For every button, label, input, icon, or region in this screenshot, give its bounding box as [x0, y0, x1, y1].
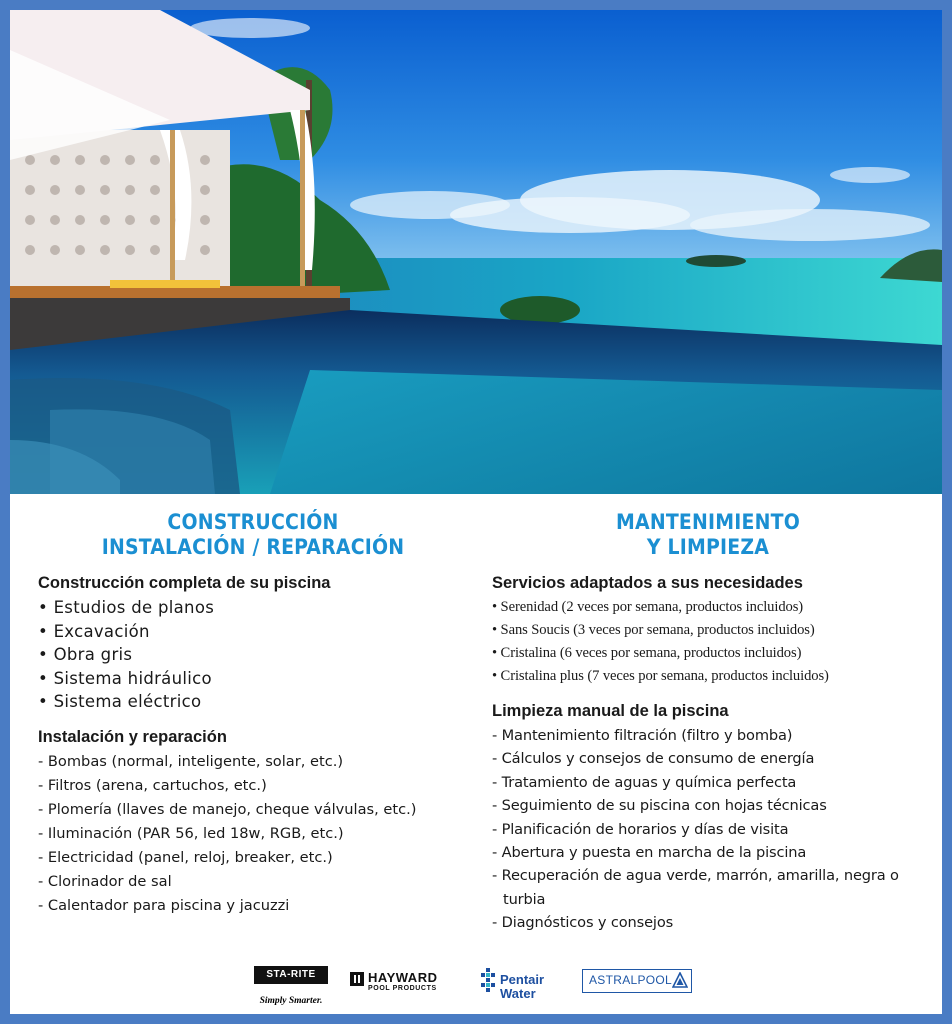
- installation-list: [38, 750, 468, 918]
- list-item: - Abertura y puesta en marcha de la piscina: [492, 844, 807, 862]
- list-item: - Filtros (arena, cartuchos, etc.): [38, 776, 267, 794]
- astralpool-triangle-icon: [672, 972, 688, 988]
- starite-wordmark: STA-RITE: [254, 966, 328, 984]
- heading-line-1: MANTENIMIENTO: [616, 510, 800, 534]
- list-item: - Diagnósticos y consejos: [492, 914, 674, 932]
- list-item: - Planificación de horarios y días de visita: [492, 820, 789, 838]
- list-item: • Excavación: [38, 621, 150, 641]
- section-title-cleaning: Limpieza manual de la piscina: [492, 702, 729, 720]
- section-title-construction: Construcción completa de su piscina: [38, 574, 331, 592]
- astralpool-wordmark: ASTRALPOOL: [589, 973, 673, 987]
- list-item: • Sistema eléctrico: [38, 692, 202, 711]
- list-item: - Mantenimiento filtración (filtro y bomba): [492, 727, 793, 744]
- starite-logo: [254, 966, 328, 1006]
- list-item: - Iluminación (PAR 56, led 18w, RGB, etc.): [38, 824, 344, 842]
- list-item: • Cristalina plus (7 veces por semana, productos incluidos): [492, 668, 829, 684]
- list-item: - Electricidad (panel, reloj, breaker, etc.): [38, 848, 333, 866]
- heading-line-2: INSTALACIÓN / REPARACIÓN: [101, 535, 405, 559]
- section-title-services: Servicios adaptados a sus necesidades: [492, 574, 803, 592]
- starite-tagline: Simply Smarter.: [259, 996, 323, 1006]
- services-list: [492, 596, 932, 688]
- list-item: • Cristalina (6 veces por semana, productos incluidos): [492, 645, 802, 661]
- list-item: • Estudios de planos: [38, 598, 215, 617]
- astralpool-logo: [582, 969, 692, 993]
- flyer: [10, 10, 942, 1014]
- brand-logos: [10, 960, 942, 1014]
- pentair-diamond-icon: [478, 968, 498, 1002]
- list-item: - Plomería (llaves de manejo, cheque válvulas, etc.): [38, 800, 417, 818]
- heading-line-2: Y LIMPIEZA: [646, 535, 770, 559]
- maintenance-heading: [488, 510, 928, 560]
- list-item: - Tratamiento de aguas y química perfecta: [492, 773, 797, 791]
- maintenance-column: [492, 510, 932, 935]
- list-item: • Sistema hidráulico: [38, 668, 212, 688]
- list-item: - Calentador para piscina y jacuzzi: [38, 896, 290, 914]
- list-item: • Sans Soucis (3 veces por semana, productos incluidos): [492, 622, 815, 638]
- list-item: • Serenidad (2 veces por semana, productos incluidos): [492, 599, 804, 615]
- pentair-wordmark: Pentair: [500, 972, 545, 987]
- hayward-wordmark: HAYWARD: [368, 970, 438, 985]
- hero-photo: [10, 10, 942, 494]
- construction-list: [38, 596, 468, 714]
- pentair-subtitle: Water: [500, 986, 536, 1001]
- list-item: • Obra gris: [38, 645, 133, 664]
- construction-heading: [38, 510, 468, 560]
- list-item: - Bombas (normal, inteligente, solar, etc.): [38, 752, 344, 770]
- construction-column: [38, 510, 468, 918]
- hayward-h-icon: [350, 972, 364, 986]
- heading-line-1: CONSTRUCCIÓN: [167, 510, 339, 534]
- list-item: - Clorinador de sal: [38, 872, 172, 890]
- infinity-pool-image: [10, 10, 942, 494]
- list-item: - Cálculos y consejos de consumo de energía: [492, 750, 815, 768]
- list-item: - Seguimiento de su piscina con hojas técnicas: [492, 797, 827, 815]
- list-item: - Recuperación de agua verde, marrón, amarilla, negra o turbia: [492, 867, 899, 908]
- section-title-installation: Instalación y reparación: [38, 727, 227, 746]
- hayward-subtitle: POOL PRODUCTS: [368, 985, 437, 992]
- cleaning-list: [492, 724, 932, 935]
